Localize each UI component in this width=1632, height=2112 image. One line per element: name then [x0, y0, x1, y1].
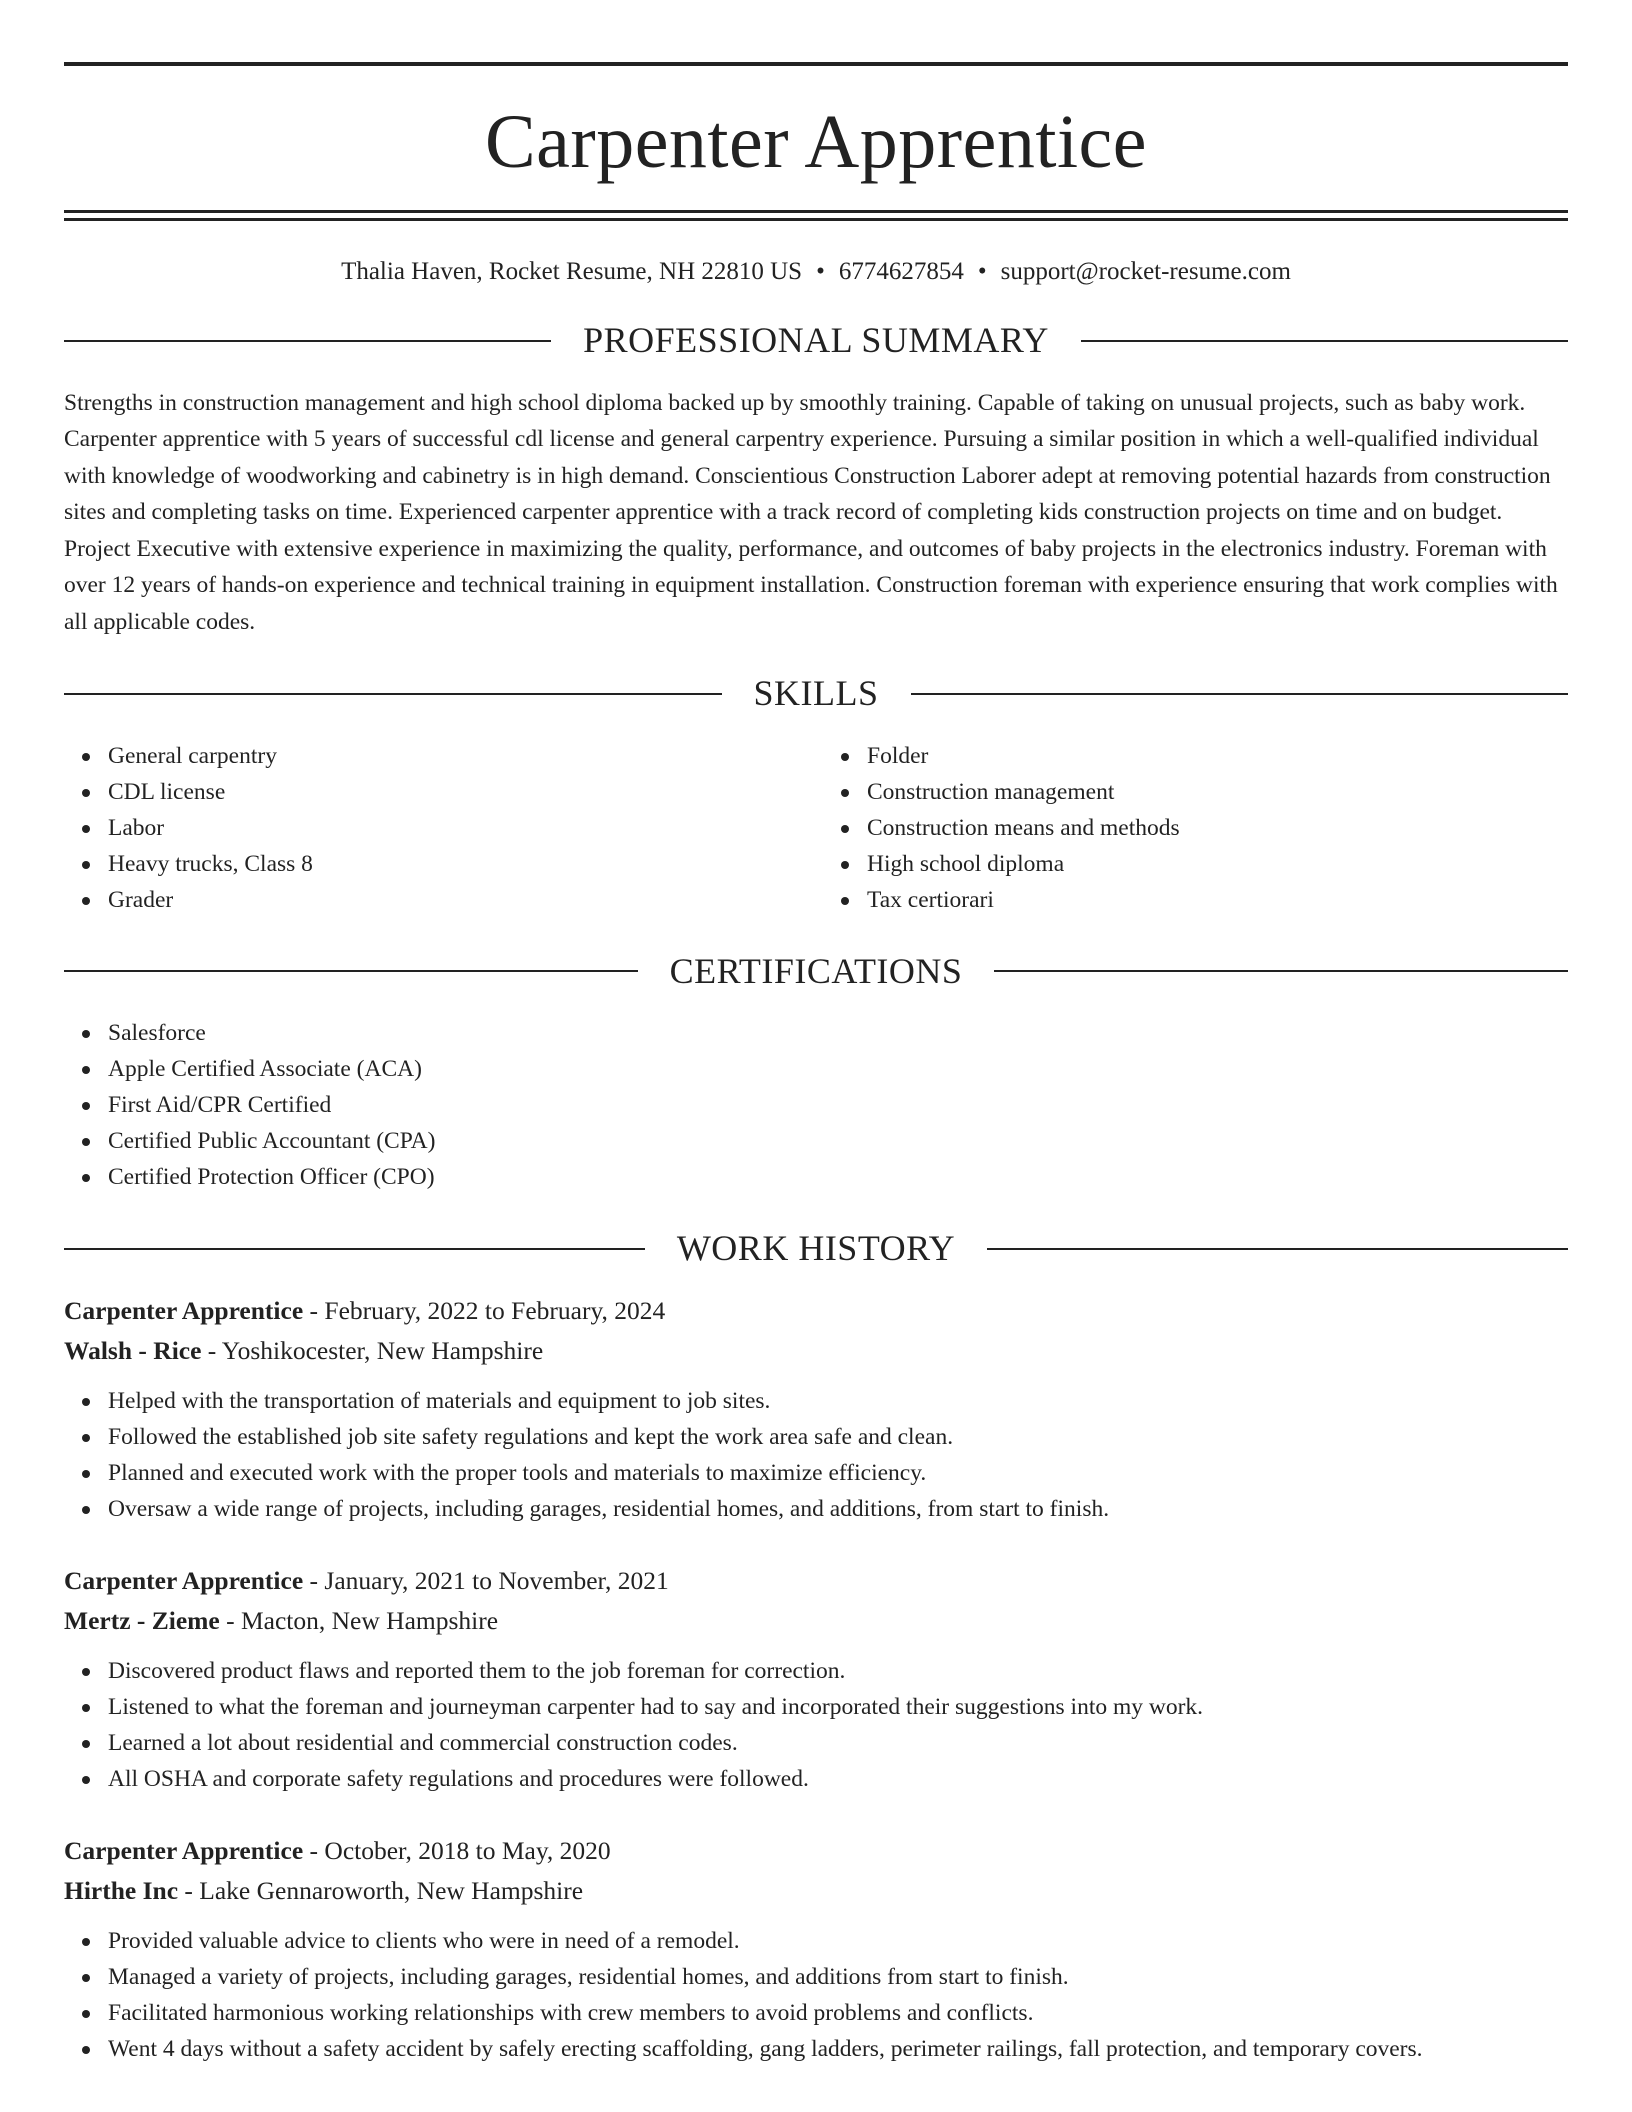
list-item: Apple Certified Associate (ACA) — [108, 1051, 1568, 1087]
section-heading-skills — [64, 674, 1568, 714]
job-dates: October, 2018 to May, 2020 — [324, 1835, 611, 1865]
list-item: Certified Protection Officer (CPO) — [108, 1159, 1568, 1195]
separator: - — [303, 1295, 325, 1325]
heading-rule — [994, 970, 1568, 972]
heading-rule — [1081, 340, 1568, 342]
heading-rule — [64, 970, 638, 972]
list-item: Went 4 days without a safety accident by safely erecting scaffolding, gang ladders, perimeter railings, fall protection, and temporary covers. — [108, 2031, 1568, 2067]
list-item: Construction management — [867, 774, 1568, 810]
list-item: Tax certiorari — [867, 882, 1568, 918]
certifications-list — [64, 1015, 1568, 1195]
list-item: Labor — [108, 810, 809, 846]
job-company: Walsh - Rice — [64, 1335, 202, 1365]
separator: - — [303, 1835, 325, 1865]
job-title: Carpenter Apprentice — [64, 1835, 304, 1865]
list-item: Learned a lot about residential and commercial construction codes. — [108, 1725, 1568, 1761]
contact-separator: • — [977, 258, 987, 285]
job-company-line — [64, 1601, 1568, 1641]
list-item: General carpentry — [108, 738, 809, 774]
job-title-line — [64, 1831, 1568, 1871]
title-double-rule — [64, 210, 1568, 221]
section-title: PROFESSIONAL SUMMARY — [583, 320, 1049, 360]
list-item: Managed a variety of projects, including garages, residential homes, and additions from start to finish. — [108, 1959, 1568, 1995]
list-item: Oversaw a wide range of projects, including garages, residential homes, and additions, from start to finish. — [108, 1491, 1568, 1527]
job-location: Yoshikocester, New Hampshire — [221, 1335, 544, 1365]
summary-paragraph: Strengths in construction management and high school diploma backed up by smoothly training. Capable of taking on unusual projects, such as baby work. Carpenter apprentice with 5 years of successful cdl license and general carpentry experience. Pursuing a similar position in which a well-qualified individual with knowledge of woodworking and cabinetry is in high demand. Conscientious Construction Laborer adept at removing potential hazards from construction sites and completing tasks on time. Experienced carpenter apprentice with a track record of completing kids construction projects on time and on budget. Project Executive with extensive experience in maximizing the quality, performance, and outcomes of baby projects in the electronics industry. Foreman with over 12 years of hands-on experience and technical training in equipment installation. Construction foreman with experience ensuring that work complies with all applicable codes. — [64, 389, 1558, 635]
job-title: Carpenter Apprentice — [64, 1295, 304, 1325]
job-bullets — [64, 1923, 1568, 2067]
job-title-line — [64, 1291, 1568, 1331]
job-location: Lake Gennaroworth, New Hampshire — [199, 1875, 584, 1905]
list-item: All OSHA and corporate safety regulations and procedures were followed. — [108, 1761, 1568, 1797]
list-item: First Aid/CPR Certified — [108, 1087, 1568, 1123]
list-item: Salesforce — [108, 1015, 1568, 1051]
list-item: Listened to what the foreman and journeyman carpenter had to say and incorporated their suggestions into my work. — [108, 1689, 1568, 1725]
skills-column-right — [809, 738, 1568, 918]
job-entry — [64, 1291, 1568, 1527]
skills-column-left — [64, 738, 809, 918]
job-bullets — [64, 1653, 1568, 1797]
heading-rule — [64, 693, 722, 695]
heading-rule — [987, 1248, 1568, 1250]
separator: - — [178, 1875, 200, 1905]
list-item: Construction means and methods — [867, 810, 1568, 846]
list-item: High school diploma — [867, 846, 1568, 882]
contact-line — [64, 257, 1568, 287]
section-title: WORK HISTORY — [676, 1228, 956, 1269]
list-item: Provided valuable advice to clients who were in need of a remodel. — [108, 1923, 1568, 1959]
contact-address: Thalia Haven, Rocket Resume, NH 22810 US — [341, 258, 803, 285]
resume-title: Carpenter Apprentice — [484, 100, 1148, 184]
job-dates: February, 2022 to February, 2024 — [324, 1295, 666, 1325]
job-entry — [64, 1831, 1568, 2067]
list-item: Heavy trucks, Class 8 — [108, 846, 809, 882]
skills-list — [64, 738, 1568, 918]
list-item: Helped with the transportation of materials and equipment to job sites. — [108, 1383, 1568, 1419]
separator: - — [303, 1565, 325, 1595]
job-title-line — [64, 1561, 1568, 1601]
heading-rule — [64, 1248, 645, 1250]
list-item: CDL license — [108, 774, 809, 810]
heading-rule — [911, 693, 1569, 695]
separator: - — [201, 1335, 222, 1365]
section-heading-work-history — [64, 1229, 1568, 1269]
job-company-line — [64, 1331, 1568, 1371]
section-title: SKILLS — [753, 673, 879, 714]
heading-rule — [64, 340, 551, 342]
job-company: Mertz - Zieme — [64, 1605, 220, 1635]
job-location: Macton, New Hampshire — [240, 1605, 499, 1635]
list-item: Grader — [108, 882, 809, 918]
contact-separator: • — [816, 258, 825, 285]
list-item: Certified Public Accountant (CPA) — [108, 1123, 1568, 1159]
job-title: Carpenter Apprentice — [64, 1565, 304, 1595]
job-company: Hirthe Inc — [64, 1875, 179, 1905]
job-entry — [64, 1561, 1568, 1797]
list-item: Facilitated harmonious working relationships with crew members to avoid problems and conflicts. — [108, 1995, 1568, 2031]
list-item: Discovered product flaws and reported them to the job foreman for correction. — [108, 1653, 1568, 1689]
contact-phone: 6774627854 — [838, 258, 964, 285]
list-item: Followed the established job site safety regulations and kept the work area safe and clean. — [108, 1419, 1568, 1455]
job-dates: January, 2021 to November, 2021 — [324, 1565, 669, 1595]
list-item: Planned and executed work with the proper tools and materials to maximize efficiency. — [108, 1455, 1568, 1491]
list-item: Folder — [867, 738, 1568, 774]
section-heading-summary — [64, 321, 1568, 361]
job-company-line — [64, 1871, 1568, 1911]
top-rule — [64, 62, 1568, 66]
section-heading-certifications — [64, 952, 1568, 992]
separator: - — [219, 1605, 241, 1635]
section-title: CERTIFICATIONS — [669, 950, 963, 991]
contact-email: support@rocket-resume.com — [1000, 258, 1291, 285]
job-bullets — [64, 1383, 1568, 1527]
